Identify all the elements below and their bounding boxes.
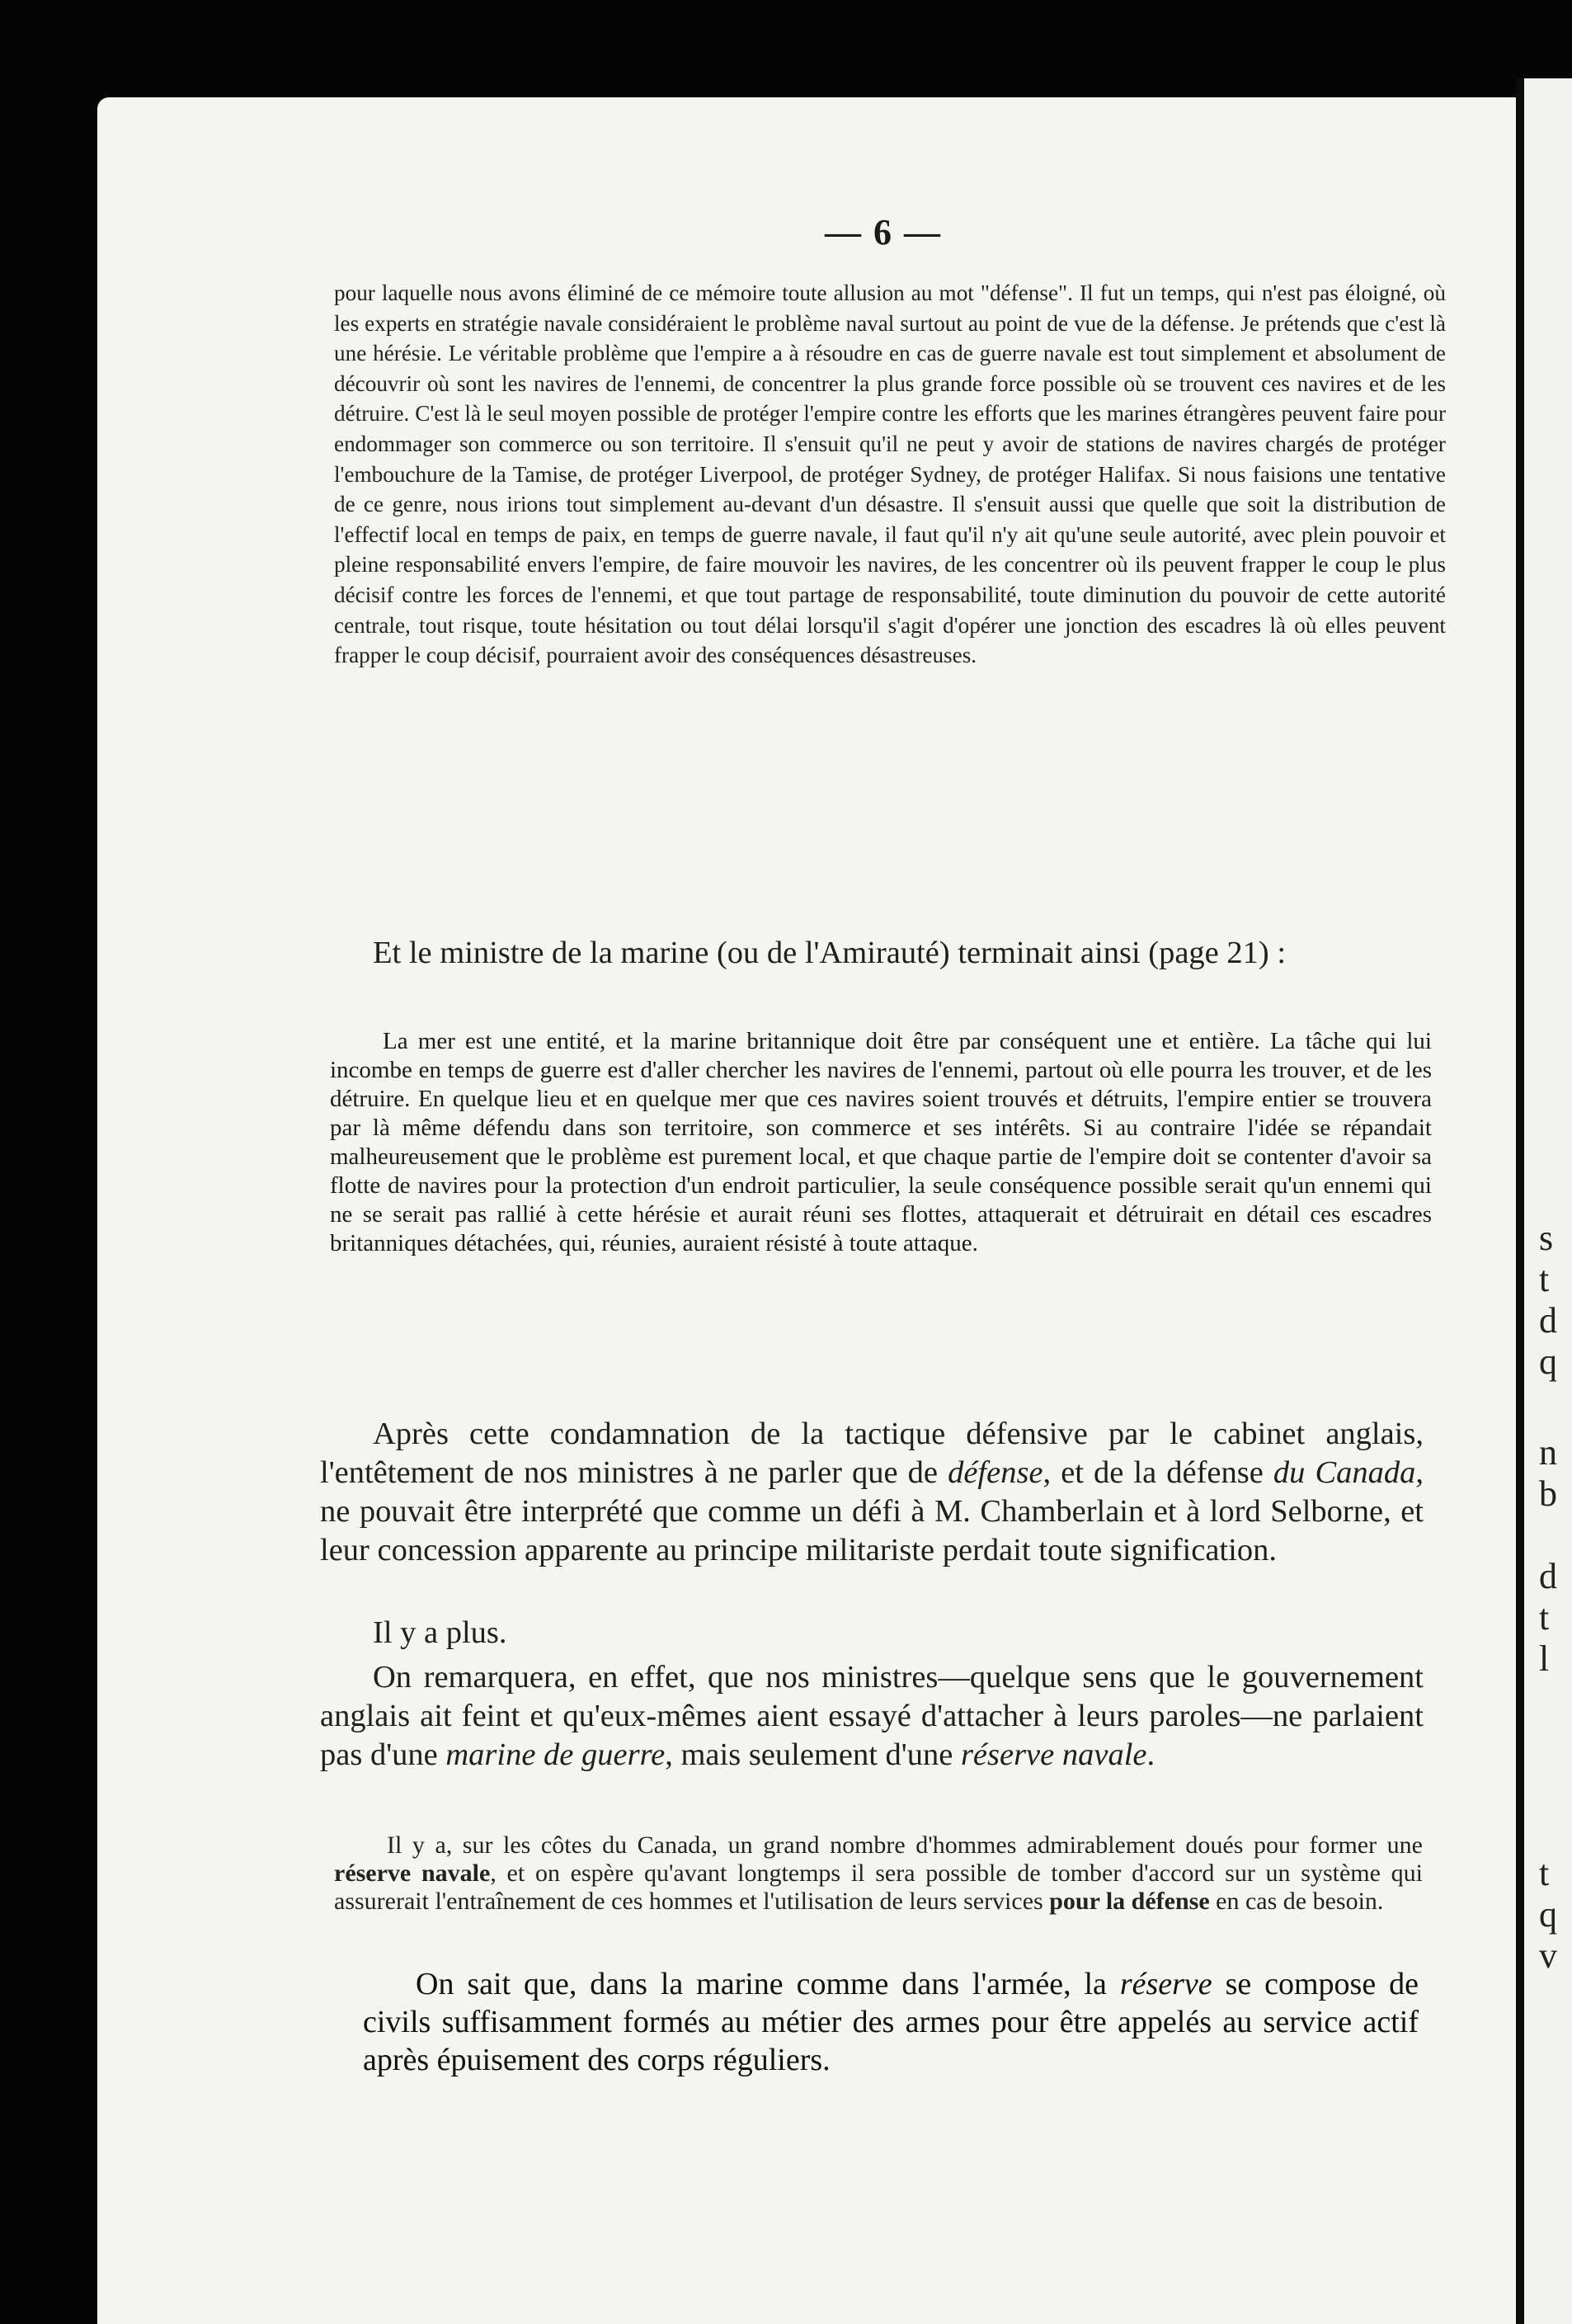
adjacent-page-letter: v	[1539, 1935, 1557, 1976]
text-run: se compose de civils suffisamment formés au métier des armes pour être appelés au service actif après épuisement des corps réguliers.	[363, 1967, 1419, 2077]
paragraph-text	[363, 1965, 1419, 2079]
italic-text: marine de guerre	[445, 1737, 666, 1772]
text-run: On sait que, dans la marine comme dans l'armée, la	[416, 1967, 1120, 2001]
italic-text: réserve navale	[960, 1737, 1147, 1772]
adjacent-page-letter: s	[1539, 1218, 1554, 1258]
text-run: .	[1146, 1737, 1155, 1772]
block-quotation	[334, 1831, 1423, 1916]
adjacent-page-letter: q	[1539, 1341, 1557, 1382]
quoted-paragraph-continued	[334, 278, 1446, 671]
paragraph-text	[320, 1415, 1424, 1570]
text-run: Il y a, sur les côtes du Canada, un grand nombre d'hommes admirablement doués pour former une	[387, 1831, 1423, 1859]
narrative-paragraph	[320, 1614, 1424, 1652]
narrative-paragraph	[363, 1965, 1419, 2079]
paragraph-text	[320, 1658, 1424, 1775]
italic-text: défense	[948, 1455, 1043, 1490]
paragraph-text: pour laquelle nous avons éliminé de ce mémoire toute allusion au mot "défense". Il fut un temps, qui n'est pas éloigné, où les experts en stratégie navale considéraient le problème naval surtout au point de vue de la défense. Je prétends que c'est là une hérésie. Le véritable problème que l'empire a à résoudre en cas de guerre navale est tout simplement et absolument de découvrir où sont les navires de l'ennemi, de concentrer la plus grande force possible où se trouvent ces navires et de les détruire. C'est là le seul moyen possible de protéger l'empire contre les efforts que les marines étrangères peuvent faire pour endommager son commerce ou son territoire. Il s'ensuit qu'il ne peut y avoir de stations de navires chargés de protéger l'embouchure de la Tamise, de protéger Liverpool, de protéger Sydney, de protéger Halifax. Si nous faisions une tentative de ce genre, nous irions tout simplement au-devant d'un désastre. Il s'ensuit aussi que quelle que soit la distribution de l'effectif local en temps de paix, en temps de guerre navale, il faut qu'il n'y ait qu'une seule autorité, avec plein pouvoir et pleine responsabilité envers l'empire, de faire mouvoir les navires, de les concentrer où ils peuvent frapper le coup le plus décisif contre les forces de l'ennemi, et que tout partage de responsabilité, toute diminution du pouvoir de cette autorité centrale, tout risque, toute hésitation ou tout délai lorsqu'il s'agit d'opérer une jonction des escadres là où elles peuvent frapper le coup décisif, pourraient avoir des conséquences désastreuses.	[334, 280, 1446, 668]
italic-text: du Canada	[1273, 1455, 1416, 1490]
bold-text: pour la défense	[1049, 1888, 1210, 1915]
block-quotation	[330, 1027, 1432, 1258]
page-number: — 6 —	[825, 212, 942, 252]
adjacent-page-letter: b	[1539, 1473, 1557, 1514]
adjacent-page-letter: t	[1539, 1259, 1550, 1299]
quotation-text: La mer est une entité, et la marine britannique doit être par conséquent une et entière. La tâche qui lui incombe en temps de guerre est d'aller chercher les navires de l'ennemi, partout où elle pourra les trouver, et de les détruire. En quelque lieu et en quelque mer que ces navires soient trouvés et détruits, l'empire entier se trouvera par là même défendu dans son territoire, son commerce et ses intérêts. Si au contraire l'idée se répandait malheureusement que le problème est purement local, et que chaque partie de l'empire doit se contenter d'avoir sa flotte de navires pour la protection d'un endroit particulier, la seule conséquence possible serait qu'un ennemi qui ne se serait pas rallié à cette hérésie et aurait réuni ses flottes, attaquerait et détruirait en détail ces escadres britanniques détachées, qui, réunies, auraient résisté à toute attaque.	[330, 1028, 1432, 1256]
text-run: en cas de besoin.	[1209, 1888, 1384, 1915]
adjacent-page-letter: t	[1539, 1597, 1550, 1638]
adjacent-page-letter: d	[1539, 1556, 1557, 1596]
adjacent-page-letter: q	[1539, 1894, 1557, 1935]
text-run: , et on espère qu'avant longtemps il sera possible de tomber d'accord sur un système qui assurerait l'entraînement de ces hommes et l'utilisation de leurs services	[334, 1860, 1423, 1915]
adjacent-page-letter: l	[1539, 1638, 1550, 1679]
text-run: On remarquera, en effet, que nos ministres—quelque sens que le gouvernement anglais ait feint et qu'eux-mêmes aient essayé d'attacher à leurs paroles—ne parlaient pas d'une	[320, 1660, 1424, 1772]
paragraph-text: Il y a plus.	[373, 1615, 507, 1650]
adjacent-page-letter: d	[1539, 1300, 1557, 1341]
narrative-paragraph	[320, 1415, 1424, 1570]
text-run: Après cette condamnation de la tactique défensive par le cabinet anglais, l'entêtement de nos ministres à ne parler que de	[320, 1417, 1424, 1490]
paragraph-text: Et le ministre de la marine (ou de l'Amirauté) terminait ainsi (page 21) :	[373, 936, 1287, 970]
adjacent-page-letter: t	[1539, 1853, 1550, 1893]
narrative-paragraph	[320, 934, 1424, 973]
narrative-paragraph	[320, 1658, 1424, 1775]
text-run: , et de la défense	[1043, 1455, 1273, 1490]
quotation-text	[334, 1831, 1423, 1916]
bold-text: réserve navale	[334, 1860, 491, 1887]
adjacent-page-edge	[1516, 78, 1572, 2324]
adjacent-page-letter: n	[1539, 1432, 1557, 1473]
text-run: , mais seulement d'une	[665, 1737, 961, 1772]
italic-text: réserve	[1119, 1967, 1212, 2001]
text-run: , ne pouvait être interprété que comme un défi à M. Chamberlain et à lord Selborne, et leur concession apparente au principe militariste perdait toute signification.	[320, 1455, 1424, 1567]
